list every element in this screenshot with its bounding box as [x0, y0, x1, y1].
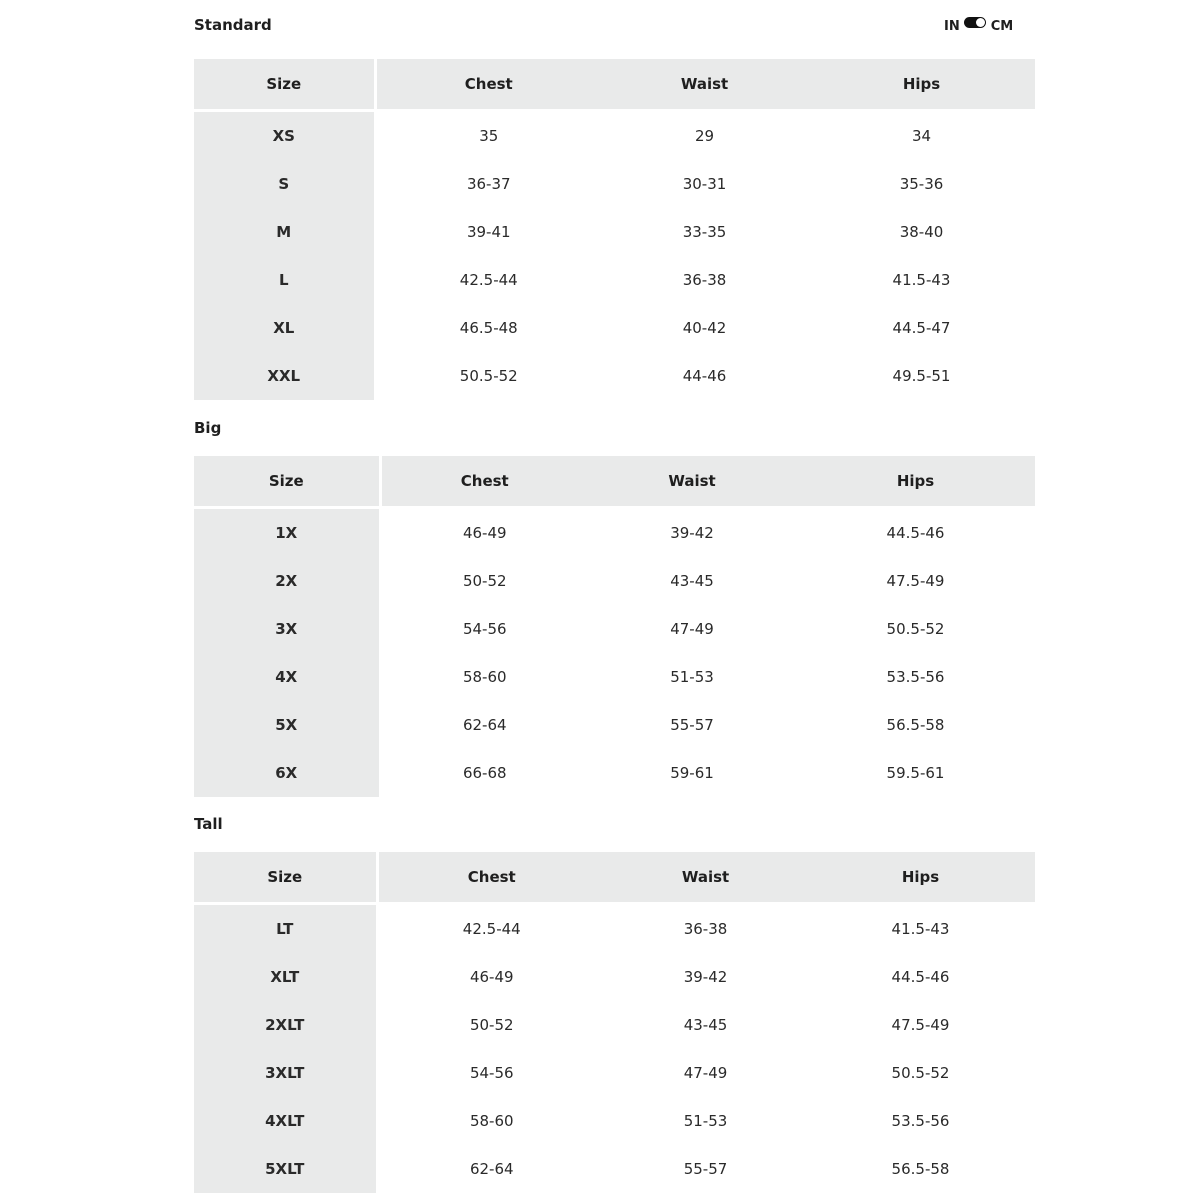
hips-cell: 59.5-61	[886, 764, 945, 782]
size-cell: 3XLT	[194, 1049, 377, 1097]
table-row	[194, 904, 1035, 954]
chest-cell: 66-68	[462, 764, 507, 782]
waist-cell: 47-49	[683, 1064, 728, 1082]
table-row	[194, 1097, 1035, 1145]
hips-cell: 53.5-56	[891, 1112, 950, 1130]
size-cell: XXL	[194, 352, 375, 400]
size-cell: LT	[194, 904, 377, 954]
table-row	[194, 605, 1035, 653]
hips-cell: 44.5-46	[886, 524, 945, 542]
hips-cell: 56.5-58	[891, 1160, 950, 1178]
column-header-waist: Waist	[601, 59, 808, 111]
chest-cell: 46.5-48	[459, 319, 518, 337]
hips-cell: 38-40	[899, 223, 944, 241]
column-header-size: Size	[194, 852, 377, 904]
chest-cell: 35	[479, 127, 499, 145]
waist-cell: 55-57	[670, 716, 714, 734]
table-row	[194, 1049, 1035, 1097]
chest-cell: 50.5-52	[459, 367, 518, 385]
table-row	[194, 1001, 1035, 1049]
waist-cell: 51-53	[683, 1112, 728, 1130]
chest-cell: 58-60	[462, 668, 507, 686]
size-cell: 5X	[194, 701, 380, 749]
size-cell: 1X	[194, 508, 380, 558]
size-cell: M	[194, 208, 375, 256]
column-header-chest: Chest	[377, 852, 605, 904]
hips-cell: 47.5-49	[891, 1016, 950, 1034]
waist-cell: 55-57	[683, 1160, 728, 1178]
table-row	[194, 953, 1035, 1001]
size-cell: S	[194, 160, 375, 208]
chest-cell: 50-52	[469, 1016, 514, 1034]
column-header-size: Size	[194, 456, 380, 508]
size-table-standard	[194, 59, 1035, 400]
size-table-big	[194, 456, 1035, 797]
size-cell: XLT	[194, 953, 377, 1001]
size-cell: XS	[194, 111, 375, 161]
size-table-tall	[194, 852, 1035, 1193]
hips-cell: 44.5-47	[892, 319, 951, 337]
waist-cell: 40-42	[682, 319, 727, 337]
section-title-big: Big	[194, 419, 222, 437]
size-cell: 2X	[194, 557, 380, 605]
chest-cell: 39-41	[466, 223, 511, 241]
table-header-row	[194, 456, 1035, 508]
waist-cell: 59-61	[670, 764, 714, 782]
size-cell: 4XLT	[194, 1097, 377, 1145]
waist-cell: 30-31	[682, 175, 727, 193]
hips-cell: 49.5-51	[892, 367, 951, 385]
chest-cell: 50-52	[462, 572, 507, 590]
table-row	[194, 508, 1035, 558]
section-title-standard: Standard	[194, 16, 272, 34]
column-header-hips: Hips	[796, 456, 1035, 508]
size-cell: 6X	[194, 749, 380, 797]
table-row	[194, 304, 1035, 352]
chest-cell: 54-56	[469, 1064, 514, 1082]
column-header-waist: Waist	[605, 852, 806, 904]
unit-toggle[interactable]	[944, 16, 1013, 36]
hips-cell: 35-36	[899, 175, 944, 193]
unit-label-cm[interactable]: CM	[990, 18, 1014, 34]
toggle-switch-icon[interactable]	[964, 17, 986, 28]
table-row	[194, 160, 1035, 208]
section-title-tall: Tall	[194, 815, 223, 833]
table-header-row	[194, 59, 1035, 111]
column-header-waist: Waist	[588, 456, 796, 508]
waist-cell: 36-38	[682, 271, 727, 289]
hips-cell: 41.5-43	[891, 920, 950, 938]
unit-label-in[interactable]: IN	[944, 18, 960, 34]
waist-cell: 43-45	[670, 572, 714, 590]
toggle-knob-icon	[976, 18, 985, 27]
column-header-chest: Chest	[375, 59, 601, 111]
waist-cell: 33-35	[682, 223, 727, 241]
waist-cell: 39-42	[670, 524, 714, 542]
table-header-row	[194, 852, 1035, 904]
hips-cell: 50.5-52	[891, 1064, 950, 1082]
hips-cell: 50.5-52	[886, 620, 945, 638]
chest-cell: 62-64	[462, 716, 507, 734]
waist-cell: 43-45	[683, 1016, 728, 1034]
table-row	[194, 256, 1035, 304]
table-row	[194, 208, 1035, 256]
column-header-chest: Chest	[380, 456, 588, 508]
column-header-size: Size	[194, 59, 375, 111]
chest-cell: 46-49	[469, 968, 514, 986]
table-row	[194, 1145, 1035, 1193]
table-row	[194, 701, 1035, 749]
chest-cell: 62-64	[469, 1160, 514, 1178]
waist-cell: 47-49	[670, 620, 714, 638]
table-row	[194, 352, 1035, 400]
waist-cell: 29	[694, 127, 715, 145]
chest-cell: 54-56	[462, 620, 507, 638]
hips-cell: 56.5-58	[886, 716, 945, 734]
table-row	[194, 557, 1035, 605]
table-row	[194, 653, 1035, 701]
hips-cell: 41.5-43	[892, 271, 951, 289]
hips-cell: 53.5-56	[886, 668, 945, 686]
table-row	[194, 749, 1035, 797]
hips-cell: 47.5-49	[886, 572, 945, 590]
size-cell: 5XLT	[194, 1145, 377, 1193]
column-header-hips: Hips	[808, 59, 1035, 111]
waist-cell: 36-38	[683, 920, 728, 938]
waist-cell: 51-53	[670, 668, 714, 686]
size-cell: 4X	[194, 653, 380, 701]
chest-cell: 36-37	[466, 175, 511, 193]
size-cell: L	[194, 256, 375, 304]
size-cell: 2XLT	[194, 1001, 377, 1049]
size-cell: 3X	[194, 605, 380, 653]
waist-cell: 39-42	[683, 968, 728, 986]
chest-cell: 46-49	[462, 524, 507, 542]
chest-cell: 42.5-44	[459, 271, 518, 289]
waist-cell: 44-46	[682, 367, 727, 385]
chest-cell: 58-60	[469, 1112, 514, 1130]
table-row	[194, 111, 1035, 161]
size-cell: XL	[194, 304, 375, 352]
chest-cell: 42.5-44	[462, 920, 521, 938]
hips-cell: 44.5-46	[891, 968, 950, 986]
hips-cell: 34	[911, 127, 932, 145]
column-header-hips: Hips	[806, 852, 1035, 904]
